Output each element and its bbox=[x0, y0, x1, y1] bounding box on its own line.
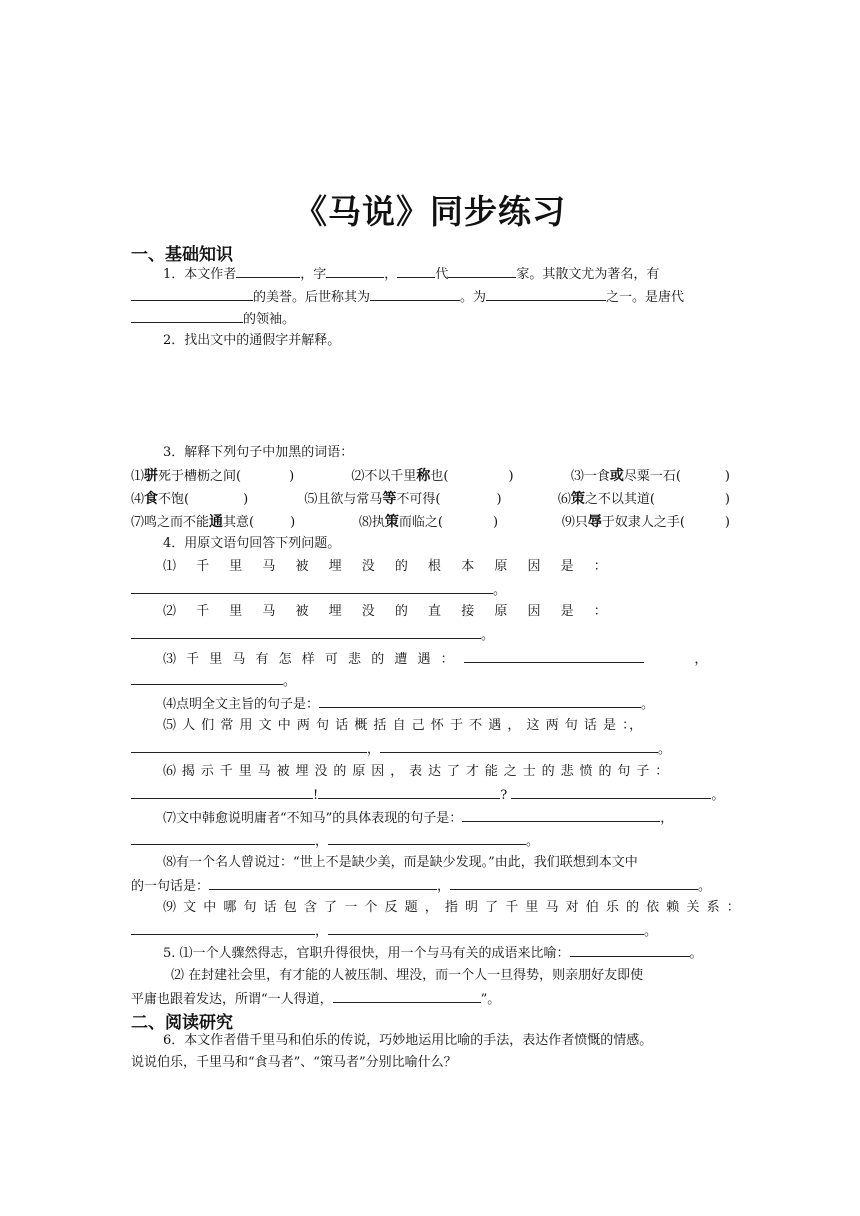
q1-text: 家。其散文尤为著名，有 bbox=[516, 267, 660, 282]
q1-text: ，字 bbox=[300, 267, 327, 282]
q4-sub-9-answer: ， 。 bbox=[131, 919, 730, 943]
q3-item: ⑵不以千里称也( ) bbox=[351, 468, 514, 484]
q4-sub-1: ⑴ 千 里 马 被 埋 没 的 根 本 原 因 是 ： bbox=[163, 559, 608, 574]
q4-sub-5-answer: ， 。 bbox=[131, 737, 730, 761]
answer-blank[interactable] bbox=[131, 307, 243, 323]
q4-sub-8-answer: 的一句话是： ， 。 bbox=[131, 874, 730, 898]
question-6-line-1: 6．本文作者借千里马和伯乐的传说，巧妙地运用比喻的手法，表达作者愤慨的情感。 bbox=[163, 1033, 653, 1048]
q4-sub-8: ⑻有一个名人曾说过：“世上不是缺少美，而是缺少发现。”由此，我们联想到本文中 bbox=[163, 855, 638, 870]
q1-text: ， bbox=[384, 267, 398, 282]
q3-item: ⑼只辱于奴隶人之手( ) bbox=[561, 514, 730, 530]
answer-blank[interactable] bbox=[131, 829, 315, 845]
q1-text: 1．本文作者 bbox=[163, 267, 237, 282]
answer-blank[interactable] bbox=[131, 578, 493, 594]
q3-item: ⑷食不饱( ) bbox=[131, 491, 249, 507]
answer-blank[interactable] bbox=[448, 262, 516, 278]
question-3-row-3 bbox=[131, 511, 730, 534]
answer-blank[interactable] bbox=[370, 285, 460, 301]
answer-blank[interactable] bbox=[464, 647, 644, 663]
answer-blank[interactable] bbox=[570, 941, 690, 957]
question-3-row-2 bbox=[131, 488, 730, 511]
section-heading-reading: 二、阅读研究 bbox=[131, 1013, 233, 1033]
q4-sub-9: ⑼ 文 中 哪 句 话 包 含 了 一 个 反 题 ， 指 明 了 千 里 马 对 伯 乐 的 依 赖 关 系 ： bbox=[163, 900, 741, 915]
question-1-line-1 bbox=[131, 262, 730, 286]
q1-text: 的领袖。 bbox=[243, 312, 296, 327]
q4-sub-5: ⑸ 人 们 常 用 文 中 两 句 话 概 括 自 己 怀 于 不 遇 ， 这 两 句 话 是 ：， bbox=[163, 718, 643, 733]
answer-blank[interactable] bbox=[450, 874, 698, 890]
q4-sub-1-answer: 。 bbox=[131, 578, 730, 602]
answer-blank[interactable] bbox=[328, 829, 526, 845]
q3-item: ⑶一食或尽粟一石( ) bbox=[570, 468, 730, 484]
answer-blank[interactable] bbox=[511, 783, 711, 799]
answer-blank[interactable] bbox=[397, 262, 435, 278]
answer-blank[interactable] bbox=[131, 669, 283, 685]
q1-text: 的美誉。后世称其为 bbox=[253, 290, 371, 305]
answer-blank[interactable] bbox=[131, 919, 315, 935]
q1-text: 。为 bbox=[460, 290, 487, 305]
q4-sub-6-answer: ! ? 。 bbox=[131, 783, 730, 807]
answer-blank[interactable] bbox=[333, 987, 481, 1003]
answer-blank[interactable] bbox=[380, 737, 658, 753]
question-5b-line-2: 平庸也跟着发达，所谓“一人得道， ”。 bbox=[131, 987, 730, 1011]
q4-sub-7: ⑺文中韩愈说明庸者“不知马”的具体表现的句子是： ， bbox=[131, 806, 730, 830]
q3-item: ⑴骈死于槽枥之间( ) bbox=[131, 468, 295, 484]
answer-blank[interactable] bbox=[486, 285, 606, 301]
question-3-row-1 bbox=[131, 465, 730, 488]
answer-blank[interactable] bbox=[131, 623, 481, 639]
question-6-line-2: 说说伯乐，千里马和“食马者”、“策马者”分别比喻什么？ bbox=[131, 1055, 457, 1070]
answer-blank[interactable] bbox=[326, 262, 384, 278]
q4-sub-2: ⑵ 千 里 马 被 埋 没 的 直 接 原 因 是 ： bbox=[163, 604, 608, 619]
q3-item: ⑻执策而临之( ) bbox=[358, 514, 499, 530]
q4-sub-3: ⑶ 千 里 马 有 怎 样 可 悲 的 遭 遇 ： ， bbox=[131, 647, 730, 671]
q1-text: 之一。是唐代 bbox=[606, 290, 685, 305]
q1-text: 代 bbox=[435, 267, 449, 282]
answer-blank[interactable] bbox=[319, 692, 641, 708]
q3-item: ⑹策之不以其道( ) bbox=[557, 491, 730, 507]
question-2: 2．找出文中的通假字并解释。 bbox=[163, 333, 341, 348]
q4-sub-6: ⑹ 揭 示 千 里 马 被 埋 没 的 原 因 ， 表 达 了 才 能 之 士 的 悲 愤 的 句 子 ： bbox=[163, 764, 669, 779]
answer-blank[interactable] bbox=[131, 783, 313, 799]
page-title: 《马说》同步练习 bbox=[294, 192, 566, 231]
question-5b-line-1: ⑵ 在封建社会里，有才能的人被压制、埋没，而一个人一旦得势，则亲朋好友即使 bbox=[171, 968, 644, 983]
q3-item: ⑸且欲与常马等不可得( ) bbox=[304, 491, 502, 507]
answer-blank[interactable] bbox=[462, 806, 660, 822]
section-heading-basics: 一、基础知识 bbox=[131, 245, 233, 265]
answer-blank[interactable] bbox=[318, 783, 500, 799]
question-4-intro: 4．用原文语句回答下列问题。 bbox=[163, 536, 341, 551]
question-3-intro: 3．解释下列句子中加黑的词语： bbox=[163, 445, 354, 460]
answer-blank[interactable] bbox=[236, 262, 300, 278]
question-1-line-3 bbox=[131, 307, 730, 331]
q3-item: ⑺鸣之而不能通其意( ) bbox=[131, 514, 296, 530]
q4-sub-2-answer: 。 bbox=[131, 623, 730, 647]
question-1-line-2 bbox=[131, 285, 730, 309]
question-5a: 5. ⑴一个人骤然得志，官职升得很快，用一个与马有关的成语来比喻： 。 bbox=[131, 941, 730, 965]
q4-sub-4: ⑷点明全文主旨的句子是： 。 bbox=[131, 692, 730, 716]
q4-sub-7-answer: ， 。 bbox=[131, 829, 730, 853]
q4-sub-3-answer: 。 bbox=[131, 669, 730, 693]
answer-blank[interactable] bbox=[131, 285, 253, 301]
answer-blank[interactable] bbox=[131, 737, 367, 753]
answer-blank[interactable] bbox=[328, 919, 644, 935]
answer-blank[interactable] bbox=[209, 874, 437, 890]
